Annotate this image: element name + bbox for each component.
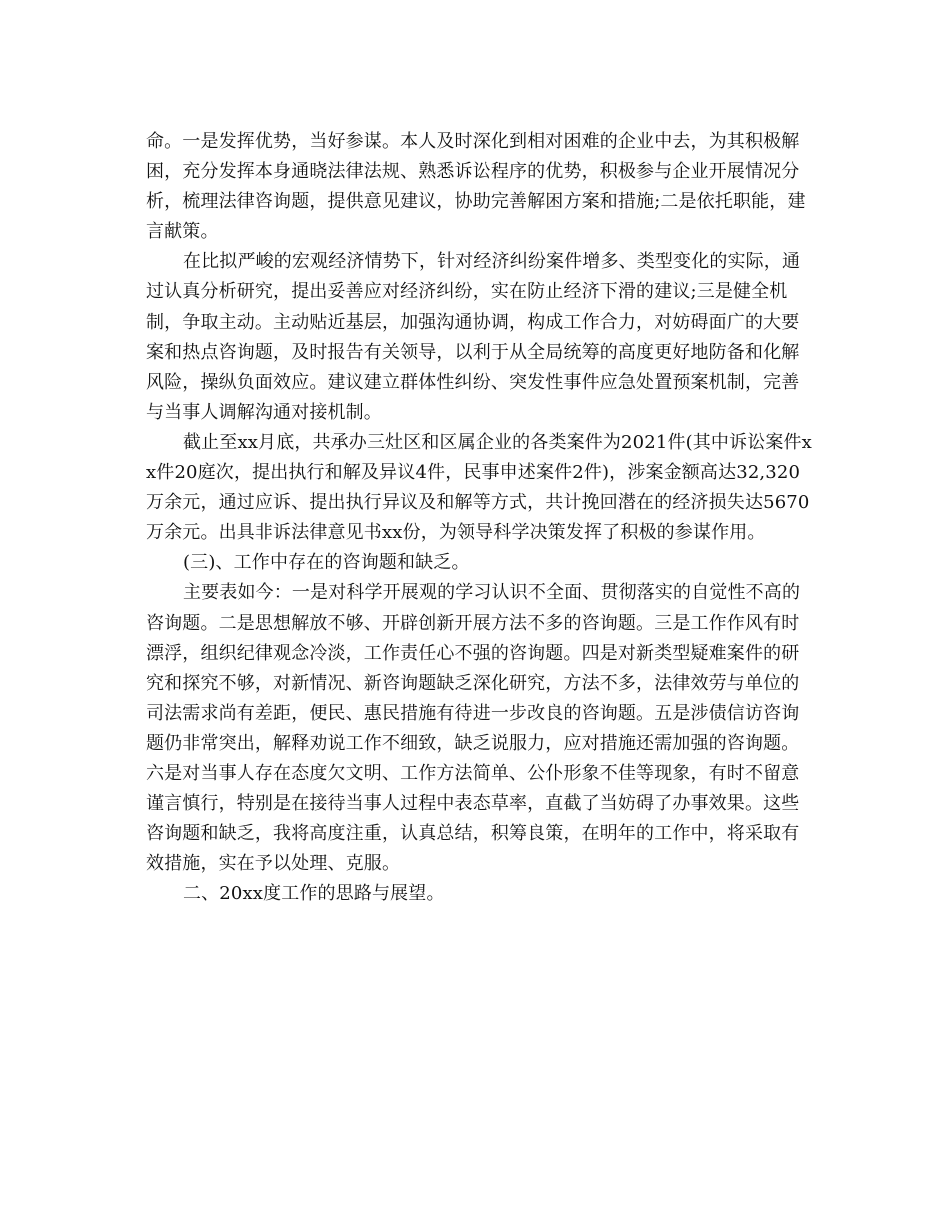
- paragraph-economic-situation: 在比拟严峻的宏观经济情势下，针对经济纠纷案件增多、类型变化的实际，通过认真分析研究，提出妥善应对经济纠纷，实在防止经济下滑的建议;三是健全机制，争取主动。主动贴近基层，加强沟通协调，构成工作合力，对妨碍面广的大要案和热点咨询题，及时报告有关领导，以利于从全局统筹的高度更好地防备和化解风险，操纵负面效应。建议建立群体性纠纷、突发性事件应急处置预案机制，完善与当事人调解沟通对接机制。: [146, 251, 801, 423]
- document-body: [146, 127, 812, 909]
- section-heading-outlook: 二、20xx度工作的思路与展望。: [183, 883, 445, 905]
- paragraph-case-statistics: 截止至xx月底，共承办三灶区和区属企业的各类案件为2021件(其中诉讼案件xx件20庭次，提出执行和解及异议4件，民事申述案件2件)，涉案金额高达32,320万余元，通过应诉、提出执行异议及和解等方式，共计挽回潜在的经济损失达5670万余元。出具非诉法律意见书xx份，为领导科学决策发挥了积极的参谋作用。: [146, 431, 812, 544]
- section-heading-problems: (三)、工作中存在的咨询题和缺乏。: [183, 552, 470, 574]
- paragraph-continuation: 命。一是发挥优势，当好参谋。本人及时深化到相对困难的企业中去，为其积极解困，充分发挥本身通晓法律法规、熟悉诉讼程序的优势，积极参与企业开展情况分析，梳理法律咨询题，提供意见建议，协助完善解困方案和措施;二是依托职能，建言献策。: [146, 131, 806, 243]
- paragraph-problems-list: 主要表如今：一是对科学开展观的学习认识不全面、贯彻落实的自觉性不高的咨询题。二是思想解放不够、开辟创新开展方法不多的咨询题。三是工作作风有时漂浮，组织纪律观念冷淡，工作责任心不强的咨询题。四是对新类型疑难案件的研究和探究不够，对新情况、新咨询题缺乏深化研究，方法不多，法律效劳与单位的司法需求尚有差距，便民、惠民措施有待进一步改良的咨询题。五是涉债信访咨询题仍非常突出，解释劝说工作不细致，缺乏说服力，应对措施还需加强的咨询题。六是对当事人存在态度欠文明、工作方法简单、公仆形象不佳等现象，有时不留意谨言慎行，特别是在接待当事人过程中表态草率，直截了当妨碍了办事效果。这些咨询题和缺乏，我将高度注重，认真总结，积筹良策，在明年的工作中，将采取有效措施，实在予以处理、克服。: [146, 582, 801, 875]
